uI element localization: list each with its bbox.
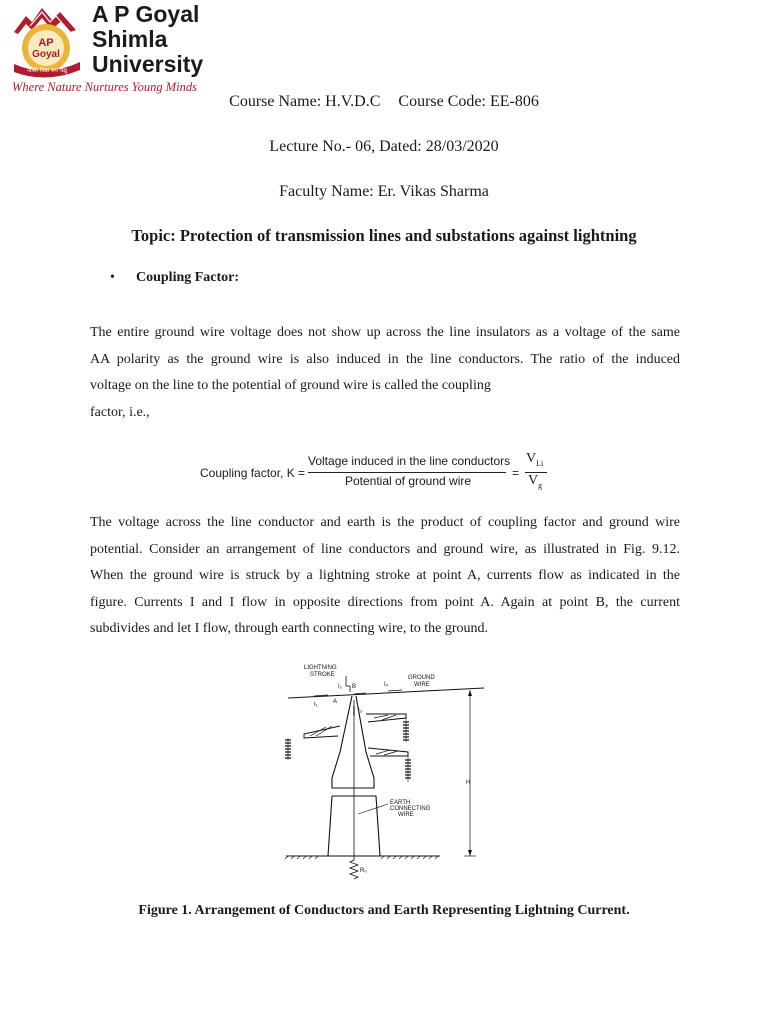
label-earth: EARTH bbox=[390, 800, 411, 806]
label-current-i1: I₁ bbox=[314, 702, 318, 708]
faculty-line: Faculty Name: Er. Vikas Sharma bbox=[279, 183, 489, 200]
formula-v-numerator: $V_{Li}$ bbox=[526, 451, 544, 468]
paragraph-line: AA polarity as the ground wire is also induced in the line conductors. The ratio of the induced bbox=[90, 351, 680, 367]
section-title: Coupling Factor: bbox=[136, 270, 240, 285]
course-name: Course Name: H.V.D.C bbox=[229, 93, 381, 110]
university-emblem-icon bbox=[10, 2, 86, 78]
paragraph-line: The entire ground wire voltage does not show up across the line insulators as a voltage of the same bbox=[90, 325, 680, 340]
course-line bbox=[0, 93, 768, 111]
paragraph-lightning-currents bbox=[90, 510, 680, 643]
tower-upper-body bbox=[332, 696, 374, 788]
coupling-factor-formula bbox=[200, 451, 560, 494]
paragraph-line: The voltage across the line conductor and earth is the product of coupling factor and ground wire bbox=[90, 515, 680, 530]
lecture-line: Lecture No.- 06, Dated: 28/03/2020 bbox=[269, 138, 499, 155]
course-code: Course Code: EE-806 bbox=[398, 93, 539, 110]
paragraph-line: figure. Currents I and I flow in opposite directions from point A. Again at point B, the current bbox=[90, 594, 680, 610]
formula-v-denominator: $V_g$ bbox=[528, 473, 543, 490]
formula-numerator: Voltage induced in the line conductors bbox=[308, 454, 511, 468]
label-wire: WIRE bbox=[414, 682, 430, 688]
label-height-h: H bbox=[466, 780, 471, 786]
formula-equals: = bbox=[512, 466, 520, 480]
university-name bbox=[92, 2, 208, 77]
ground-wire-line bbox=[288, 688, 484, 698]
formula-denominator: Potential of ground wire bbox=[344, 474, 472, 488]
label-wire-2: WIRE bbox=[398, 812, 414, 818]
university-logo bbox=[8, 2, 208, 94]
insulator-right-lower-icon bbox=[405, 756, 411, 782]
label-connecting: CONNECTING bbox=[390, 806, 431, 812]
paragraph-line: factor, i.e., bbox=[90, 404, 150, 420]
paragraph-coupling-intro bbox=[90, 320, 680, 426]
label-lightning: LIGHTNING bbox=[304, 665, 337, 671]
formula-lhs: Coupling factor, K = bbox=[200, 466, 306, 480]
emblem-motto: नास्ति विद्या सम चक्षु bbox=[26, 68, 68, 74]
university-name-line2: Shimla bbox=[92, 26, 168, 52]
paragraph-line: voltage on the line to the potential of ground wire is called the coupling bbox=[90, 378, 491, 393]
label-ground: GROUND bbox=[408, 675, 435, 681]
label-stroke: STROKE bbox=[310, 672, 335, 678]
university-name-line3: University bbox=[92, 51, 204, 77]
footing-resistance-icon bbox=[350, 860, 358, 879]
label-resistance-r0: R₀ bbox=[360, 868, 367, 874]
university-name-line1: A P Goyal bbox=[92, 1, 200, 27]
university-tagline: Where Nature Nurtures Young Minds bbox=[12, 80, 197, 94]
topic-heading: Topic: Protection of transmission lines and substations against lightning bbox=[131, 226, 637, 245]
paragraph-line: When the ground wire is struck by a lightning stroke at point A, currents flow as indicated in the bbox=[90, 568, 680, 583]
label-current-i3: I₃ bbox=[358, 708, 363, 714]
transmission-tower-figure bbox=[270, 660, 500, 880]
bullet-marker: • bbox=[110, 270, 115, 285]
label-point-a: A bbox=[333, 699, 338, 705]
paragraph-line: subdivides and let I flow, through earth connecting wire, to the ground. bbox=[90, 621, 488, 636]
current-arrow-i4 bbox=[388, 690, 402, 691]
figure-caption: Figure 1. Arrangement of Conductors and Earth Representing Lightning Current. bbox=[138, 903, 630, 918]
right-cross-arm-lower bbox=[368, 748, 408, 756]
insulator-right-upper-icon bbox=[403, 718, 409, 742]
fraction-bar bbox=[308, 472, 506, 473]
emblem-text-goyal: Goyal bbox=[32, 49, 60, 60]
label-current-i4: I₄ bbox=[384, 682, 389, 688]
insulator-left-icon bbox=[285, 738, 291, 760]
label-current-i2: I₂ bbox=[338, 684, 342, 690]
paragraph-line: potential. Consider an arrangement of line conductors and ground wire, as illustrated in Fig. 9.12. bbox=[90, 541, 680, 557]
label-point-b: B bbox=[352, 684, 357, 690]
emblem-text-ap: AP bbox=[38, 37, 54, 49]
